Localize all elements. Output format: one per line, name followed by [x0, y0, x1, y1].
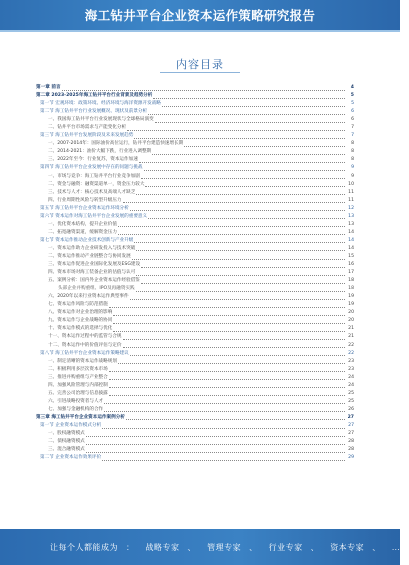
toc-entry-title: 二、2014-2021：油价大幅下跌，行业进入调整期: [48, 149, 152, 155]
footer-item: 战略专家: [145, 542, 180, 552]
toc-entry-page: 24: [348, 382, 354, 388]
toc-entry-page: 21: [348, 326, 354, 332]
toc-entry-page: 12: [348, 205, 354, 211]
toc-entry-page: 11: [348, 197, 354, 203]
toc-entry-title: 九、资本运作与企业战略的协同: [48, 318, 113, 324]
header-divider: [0, 30, 400, 32]
toc-entry-page: 14: [348, 245, 354, 251]
toc-entry[interactable]: [36, 454, 354, 462]
toc-entry-page: 20: [348, 310, 354, 316]
toc-entry-title: 三、混合融资模式: [48, 447, 85, 453]
toc-entry-page: 19: [348, 294, 354, 300]
toc-heading: 内容目录: [176, 58, 224, 71]
toc-entry-title: 六、引进战略投资者与人才: [48, 398, 104, 404]
toc-entry-page: 25: [348, 398, 354, 404]
toc-entry-page: 28: [348, 439, 354, 445]
footer-item: ……: [391, 542, 409, 552]
toc-entry-page: 11: [348, 189, 354, 195]
toc-entry-title: 四、资本市场对海工装备企业的估值与认可: [48, 270, 136, 276]
toc-entry-title: 五、完善公司治理与信息披露: [48, 390, 108, 396]
toc-entry-title: 第四节 海工钻井平台企业发展中存在的问题与挑战: [40, 165, 143, 171]
toc-entry-title: 一、我国海工钻井平台行业发展现状与全球格局演变: [48, 117, 154, 123]
toc-entry-title: 十、资本运作模式的选择与优化: [48, 326, 113, 332]
toc-entry-page: 17: [348, 270, 354, 276]
toc-entry-title: 三、资本运作促进企业国际化发展及ESG建设: [48, 262, 141, 268]
report-title: 海工钻井平台企业资本运作策略研究报告: [84, 8, 316, 23]
toc-entry-title: 一、优化资本结构，提升企业价值: [48, 221, 117, 227]
toc-entry-title: 第一章 前言: [36, 85, 61, 90]
toc-entry-title: 三、2022年至今：行业复苏，资本运作加速: [48, 157, 138, 163]
toc-entry-title: 第二章 2023-2025年海工钻井平台行业背景及趋势分析: [36, 93, 153, 99]
toc-entry-page: 7: [351, 133, 354, 139]
toc-entry-page: 21: [348, 334, 354, 340]
toc-entry-page: 18: [348, 278, 354, 284]
toc-entry-page: 27: [348, 422, 354, 428]
toc-entry-page: 14: [348, 229, 354, 235]
toc-entry-title: 十一、资本运作过程中的监管与合规: [48, 334, 122, 340]
toc-entry-title: 一、股权融资模式: [48, 431, 85, 437]
toc-entry-page: 4: [350, 85, 354, 90]
toc-entry-title: 第五节 海工钻井平台企业资本运作环境分析: [40, 205, 129, 211]
toc-entry-page: 8: [351, 149, 354, 155]
toc-entry-title: 第二节 海工钻井平台行业发展概况、现状及前景分析: [40, 109, 148, 115]
toc-entry-page: 15: [348, 253, 354, 259]
toc-entry-page: 10: [348, 181, 354, 187]
toc-entry-page: 13: [348, 213, 354, 219]
toc-entry-title: 一、2007-2014年：国际油价高位运行，钻井平台建造快速增长期: [48, 141, 184, 147]
footer-item: 行业专家: [268, 542, 303, 552]
toc-entry-page: 26: [348, 406, 354, 412]
toc-entry-title: 第八节 海工钻井平台企业资本运作策略建议: [40, 350, 129, 356]
toc-entry-title: 第二节 企业资本运作效果评价: [40, 455, 102, 461]
toc-entry-title: 五、案例分析：国内外企业资本运作经验借鉴: [48, 278, 140, 284]
toc-entry-title: 四、行业周期性风险与转型升级压力: [48, 197, 122, 203]
toc-entry-page: 7: [351, 125, 354, 131]
toc-entry-page: 16: [348, 262, 354, 268]
toc-entry-title: 第三节 海工钻井平台发展阶段及未来发展趋势: [40, 133, 134, 139]
toc-entry-page: 14: [348, 237, 354, 243]
report-header: [0, 0, 400, 30]
toc-entry-title: 第三章 海工钻井平台企业资本运作案例分析: [36, 414, 125, 420]
footer-slogan: 让每个人都能成为 ： 战略专家 、 管理专家 、 行业专家 、 资本专家 、 ……: [50, 542, 409, 552]
toc-entry-page: 27: [347, 414, 354, 420]
toc-entry-title: 头部企业并购重组、IPO及再融资实践: [58, 286, 135, 292]
toc-entry-page: 22: [348, 350, 354, 356]
toc-entry-title: 一、市场与竞争：海工钻井平台行业竞争加剧: [48, 173, 140, 179]
toc-entry-page: 29: [348, 455, 354, 461]
toc-entry-page: 23: [348, 358, 354, 364]
toc-entry-page: 6: [351, 109, 354, 115]
footer-banner: [0, 529, 409, 565]
toc-entry-title: 二、积极利用多层次资本市场: [48, 366, 108, 372]
toc-entry-page: 20: [348, 318, 354, 324]
toc-entry-page: 9: [351, 165, 354, 171]
toc-entry-page: 23: [348, 366, 354, 372]
toc-entry-page: 19: [348, 302, 354, 308]
toc-heading-divider: [160, 72, 240, 73]
toc-entry-page: 9: [351, 173, 354, 179]
toc-entry-page: 8: [351, 157, 354, 163]
toc-entry-title: 二、拓宽融资渠道，缓解资金压力: [48, 229, 117, 235]
toc-entry-title: 第七节 资本运作推动企业技术创新与产业升级: [40, 237, 134, 243]
toc-entry-page: 18: [348, 286, 354, 292]
toc-entry-page: 27: [348, 431, 354, 437]
toc-entry-title: 三、技术与人才：核心技术及高端人才缺乏: [48, 189, 136, 195]
toc-entry-title: 一、资本运作助力企业研发投入与技术突破: [48, 245, 136, 251]
toc-entry-title: 二、钻井平台市场需求与产能变化分析: [48, 125, 127, 131]
toc-entry-title: 七、加强与金融机构的合作: [48, 406, 104, 412]
toc-entry-title: 第六节 资本运作对海工钻井平台企业发展的重要意义: [40, 213, 148, 219]
footer-slogan-lead: 让每个人都能成为: [50, 542, 118, 552]
toc-entry-page: 24: [348, 374, 354, 380]
toc-leader-dots: [102, 452, 345, 461]
table-of-contents: [36, 84, 354, 462]
toc-entry-title: 二、债权融资模式: [48, 439, 85, 445]
footer-item: 资本专家: [330, 542, 365, 552]
toc-entry-page: 22: [348, 342, 354, 348]
toc-entry-title: 十二、资本运作中的价值评估与定价: [48, 342, 122, 348]
toc-entry-title: 第一节 宏观环境：政策环境、经济环境与海洋资源开发战略: [40, 101, 161, 107]
toc-entry-page: 13: [348, 221, 354, 227]
toc-entry-title: 三、推进并购重组与产业整合: [48, 374, 108, 380]
toc-entry-title: 第一节 企业资本运作模式分析: [40, 422, 102, 428]
toc-entry-page: 6: [351, 117, 354, 123]
toc-entry-title: 二、资本运作推动产业链整合与协同发展: [48, 253, 131, 259]
toc-entry-page: 5: [351, 101, 354, 107]
toc-entry-page: 5: [350, 93, 354, 99]
toc-entry-title: 二、资金与融资：融资渠道单一，资金压力较大: [48, 181, 145, 187]
toc-entry-page: 8: [351, 141, 354, 147]
toc-entry-title: 八、资本运作对企业治理的影响: [48, 310, 113, 316]
footer-item: 管理专家: [207, 542, 242, 552]
toc-entry-title: 六、2020年以来行业资本运作典型事件: [48, 294, 129, 300]
toc-entry-page: 25: [348, 390, 354, 396]
toc-entry-title: 七、资本运作风险与防范措施: [48, 302, 108, 308]
toc-entry-title: 四、加强风险管理与内部控制: [48, 382, 108, 388]
toc-entry-title: 一、制定清晰的资本运作战略规划: [48, 358, 117, 364]
toc-entry-page: 28: [348, 447, 354, 453]
